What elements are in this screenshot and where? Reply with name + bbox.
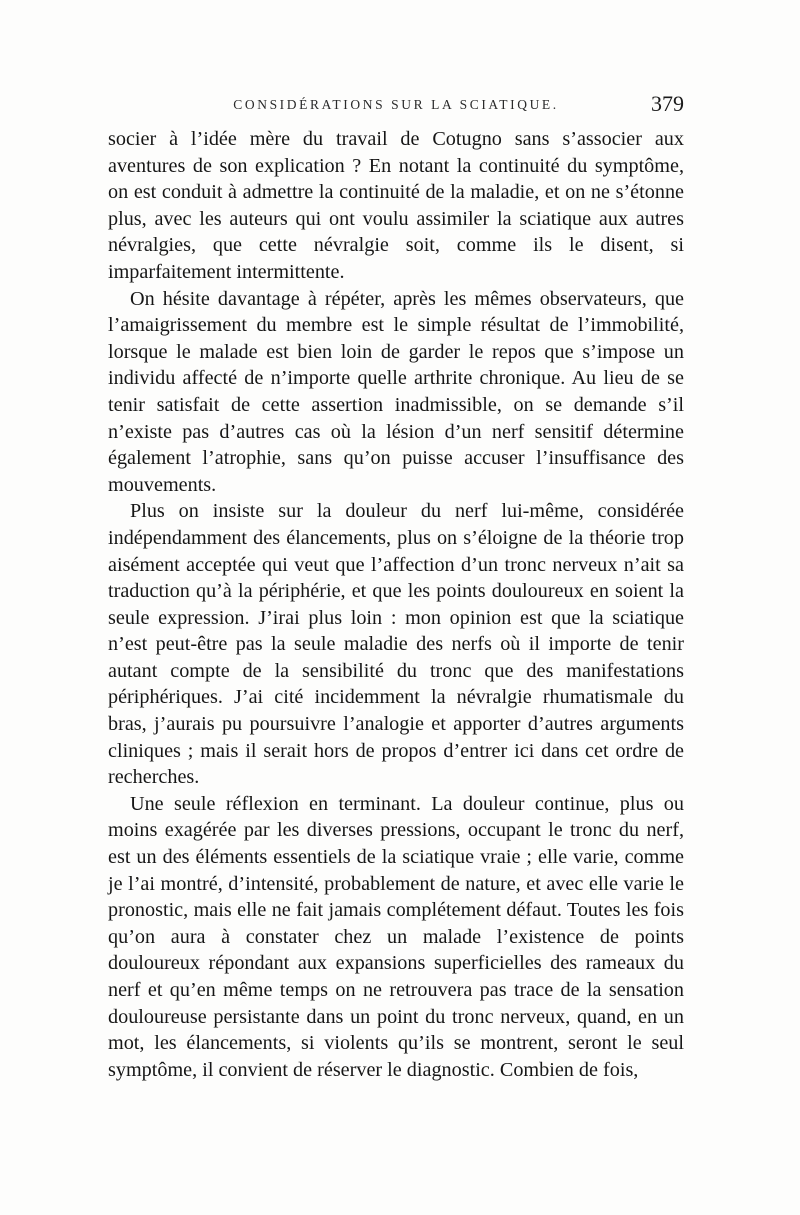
paragraph: socier à l’idée mère du travail de Cotugno sans s’associer aux aventures de son explication ? En notant la continuité du symptôme, on est conduit à admettre la continuité de la maladie, et on ne s’étonne plus, avec les auteurs qui ont voulu assimiler la sciatique aux autres névralgies, que cette névralgie soit, comme ils le disent, si imparfaitement intermittente. [108,128,684,283]
running-title: CONSIDÉRATIONS SUR LA SCIATIQUE. [233,97,559,112]
page-number: 379 [651,91,684,116]
paragraph: Une seule réflexion en terminant. La douleur continue, plus ou moins exagérée par les diverses pressions, occupant le tronc du nerf, est un des éléments essentiels de la sciatique vraie ; elle varie, comme je l’ai montré, d’intensité, probablement de nature, et avec elle varie le pronostic, mais elle ne fait jamais complétement défaut. Toutes les fois qu’on aura à constater chez un malade l’existence de points douloureux répondant aux expansions superficielles des rameaux du nerf et qu’en même temps on ne retrouvera pas trace de la sensation douloureuse persistante dans un point du tronc nerveux, quand, en un mot, les élancements, si violents qu’ils se montrent, seront le seul symptôme, il convient de réserver le diagnostic. Combien de fois, [108,792,684,1081]
running-head [108,93,684,123]
paragraph: On hésite davantage à répéter, après les mêmes observateurs, que l’amaigrissement du membre est le simple résultat de l’immobilité, lorsque le malade est bien loin de garder le repos que s’impose un individu affecté de n’importe quelle arthrite chronique. Au lieu de se tenir satisfait de cette assertion inadmissible, on se demande s’il n’existe pas d’autres cas où la lésion d’un nerf sensitif détermine également l’atrophie, sans qu’on puisse accuser l’insuffisance des mouvements. [108,287,684,496]
body-text [108,126,684,1083]
paragraph: Plus on insiste sur la douleur du nerf lui-même, considérée indépendamment des élancements, plus on s’éloigne de la théorie trop aisément acceptée qui veut que l’affection d’un tronc nerveux n’ait sa traduction qu’à la périphérie, et que les points douloureux en soient la seule expression. J’irai plus loin : mon opinion est que la sciatique n’est peut-être pas la seule maladie des nerfs où il importe de tenir autant compte de la sensibilité du tronc que des manifestations périphériques. J’ai cité incidemment la névralgie rhumatismale du bras, j’aurais pu poursuivre l’analogie et apporter d’autres arguments cliniques ; mais il serait hors de propos d’entrer ici dans cet ordre de recherches. [108,500,684,789]
